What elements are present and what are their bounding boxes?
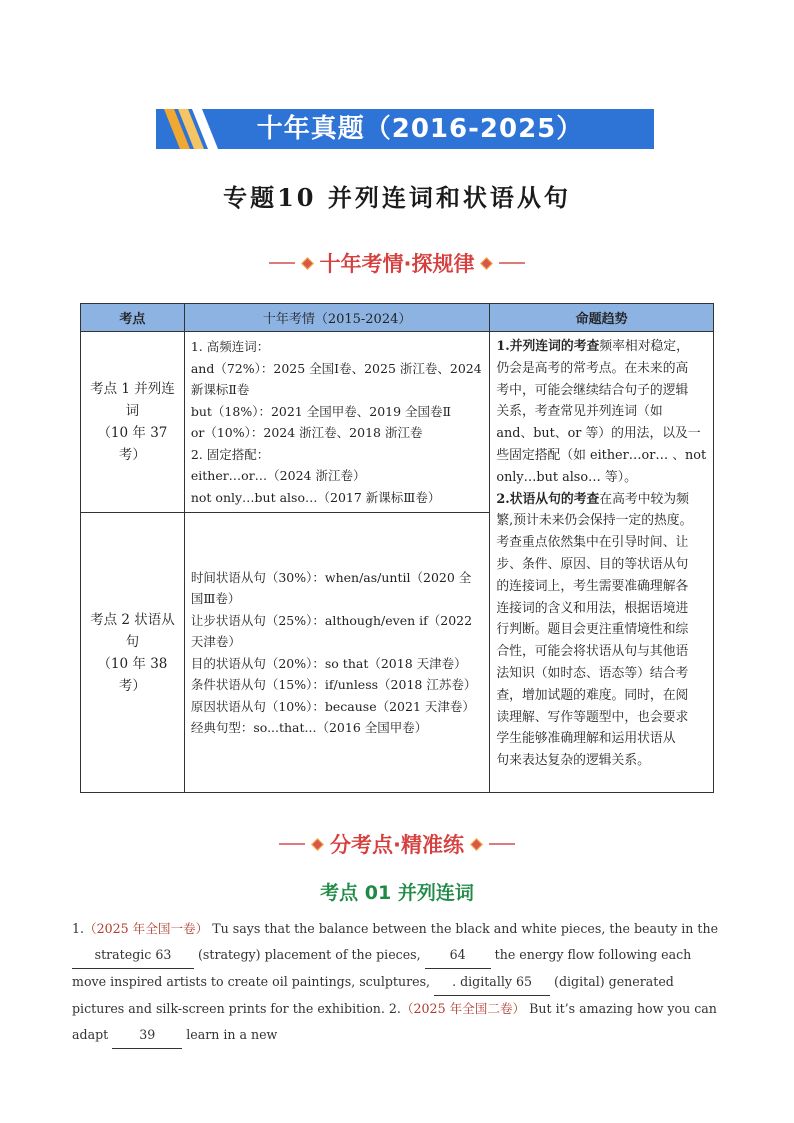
kaodian-count: （10 年 38 考）	[97, 655, 168, 694]
trend-paragraph-1	[496, 336, 707, 358]
passage-text: (strategy) placement of the pieces,	[194, 947, 425, 962]
question-number: 2.	[388, 1001, 401, 1016]
list-item: 天津卷）	[190, 634, 241, 649]
trend-line: 考查重点依然集中在引导时间、让	[496, 535, 689, 551]
decor-line	[499, 262, 525, 264]
trend-line: 查，增加试题的难度。同时，在阅	[496, 687, 689, 703]
trend-cell	[490, 332, 714, 793]
table-row	[81, 332, 714, 513]
section-heading-trends	[0, 248, 794, 278]
list-item: 1. 高频连词：	[190, 339, 270, 354]
header-trend: 命题趋势	[490, 304, 714, 332]
list-item: but（18%）：2021 全国甲卷、2019 全国卷Ⅱ	[190, 403, 452, 419]
list-item: 原因状语从句（10%）：because（2021 天津卷）	[190, 698, 475, 714]
answer-blank[interactable]: strategic 63	[72, 942, 194, 969]
section-title: 十年考情·探规律	[319, 252, 475, 276]
trend-line: 学生能够准确理解和运用状语从	[496, 731, 676, 747]
answer-blank[interactable]: . digitally 65	[434, 969, 550, 996]
trend-line: 句来表达复杂的逻辑关系。	[496, 753, 650, 769]
header-banner	[156, 109, 654, 149]
passage-text: But it’s amazing how you can adapt	[72, 1001, 717, 1042]
kaodian-label: 句	[125, 633, 140, 650]
passage-text: the energy flow following each move inspired artists to create oil paintings, sculptures,	[72, 947, 692, 989]
header-ten-year: 十年考情（2015-2024）	[184, 304, 490, 332]
decor-line	[279, 843, 305, 845]
decor-line	[489, 843, 515, 845]
ten-year-cell-1	[184, 332, 490, 513]
kaodian-01-title: 考点 01 并列连词	[320, 882, 474, 904]
trend-line: 行判断。题目会更注重情境性和综	[496, 622, 689, 638]
kaodian-label: 考点 2 状语从	[90, 611, 175, 628]
kaodian-label: 考点 1 并列连	[90, 381, 175, 397]
trend-line: 合性，可能会将状语从句与其他语	[496, 644, 689, 660]
ten-year-cell-2	[184, 513, 490, 793]
trend-line: 法知识（如时态、语态等）结合考	[496, 665, 689, 681]
list-item: and（72%）：2025 全国Ⅰ卷、2025 浙江卷、2024	[190, 360, 482, 376]
diamond-icon	[470, 838, 483, 851]
answer-blank[interactable]: 39	[112, 1022, 182, 1049]
kaodian-cell-1	[81, 332, 185, 513]
list-item: 时间状语从句（30%）：when/as/until（2020 全	[190, 569, 472, 585]
kaodian-count: （10 年 37 考）	[97, 425, 168, 463]
trend-line: 仍会是高考的常考点。在未来的高	[496, 360, 689, 376]
trend-table	[80, 303, 714, 793]
trend-head: 2.状语从句的考查	[496, 491, 600, 507]
section-heading-practice	[0, 829, 794, 859]
trend-line: 连接词的含义和用法，根据语境进	[496, 600, 689, 616]
trend-line: only…but also… 等）。	[496, 469, 637, 485]
trend-line: 步、条件、原因、目的等状语从句	[496, 556, 689, 572]
trend-line: 繁,预计未来仍会保持一定的热度。	[496, 513, 693, 529]
list-item: either…or…（2024 浙江卷）	[190, 468, 366, 483]
trend-head: 1.并列连词的考查	[496, 339, 600, 354]
decor-line	[269, 262, 295, 264]
trend-line: 频率相对稳定，	[599, 339, 689, 354]
diamond-icon	[301, 257, 314, 270]
trend-line: 读理解、写作等题型中，也会要求	[496, 709, 689, 725]
list-item: 条件状语从句（15%）：if/unless（2018 江苏卷）	[190, 677, 477, 692]
trend-line: and、but、or 等）的用法，以及一	[496, 426, 701, 442]
subject-title: 专题10 并列连词和状语从句	[223, 183, 571, 212]
list-item: 经典句型：so...that...（2016 全国甲卷）	[190, 720, 428, 735]
question-source: （2025 年全国一卷）	[84, 921, 209, 936]
trend-line: 的连接词上，考生需要准确理解各	[496, 578, 689, 594]
passage-text: (digital) generated pictures and silk-screen prints for the exhibition.	[72, 974, 674, 1016]
table-header-row	[81, 304, 714, 332]
trend-line: 考中，可能会继续结合句子的逻辑	[496, 382, 689, 398]
header-kaodian: 考点	[81, 304, 185, 332]
diamond-icon	[311, 838, 324, 851]
list-item: 2. 固定搭配：	[190, 446, 270, 462]
list-item: not only…but also…（2017 新课标Ⅲ卷）	[190, 489, 441, 505]
trend-line: 关系，考查常见并列连词（如	[496, 404, 663, 420]
list-item: 让步状语从句（25%）：although/even if（2022	[190, 612, 473, 628]
question-number: 1.	[72, 921, 85, 936]
kaodian-label: 词	[125, 403, 140, 419]
passage-text: learn in a new	[182, 1027, 278, 1042]
question-source: （2025 年全国二卷）	[400, 1001, 526, 1016]
list-item: 国Ⅲ卷）	[190, 591, 241, 606]
list-item: 目的状语从句（20%）：so that（2018 天津卷）	[190, 655, 467, 671]
kaodian-cell-2	[81, 513, 185, 793]
banner-title: 十年真题（2016-2025）	[256, 114, 584, 144]
passage-text: Tu says that the balance between the black and white pieces, the beauty in the	[208, 921, 719, 936]
section-title: 分考点·精准练	[330, 833, 464, 857]
diamond-icon	[481, 257, 494, 270]
list-item: 新课标Ⅱ卷	[190, 382, 250, 397]
trend-paragraph-2	[496, 489, 707, 511]
trend-line: 在高考中较为频	[599, 491, 689, 507]
trend-line: 些固定搭配（如 either…or… 、not	[496, 447, 707, 463]
list-item: or（10%）：2024 浙江卷、2018 浙江卷	[190, 425, 423, 440]
answer-blank[interactable]: 64	[425, 942, 491, 969]
exercise-passage	[72, 916, 722, 1049]
